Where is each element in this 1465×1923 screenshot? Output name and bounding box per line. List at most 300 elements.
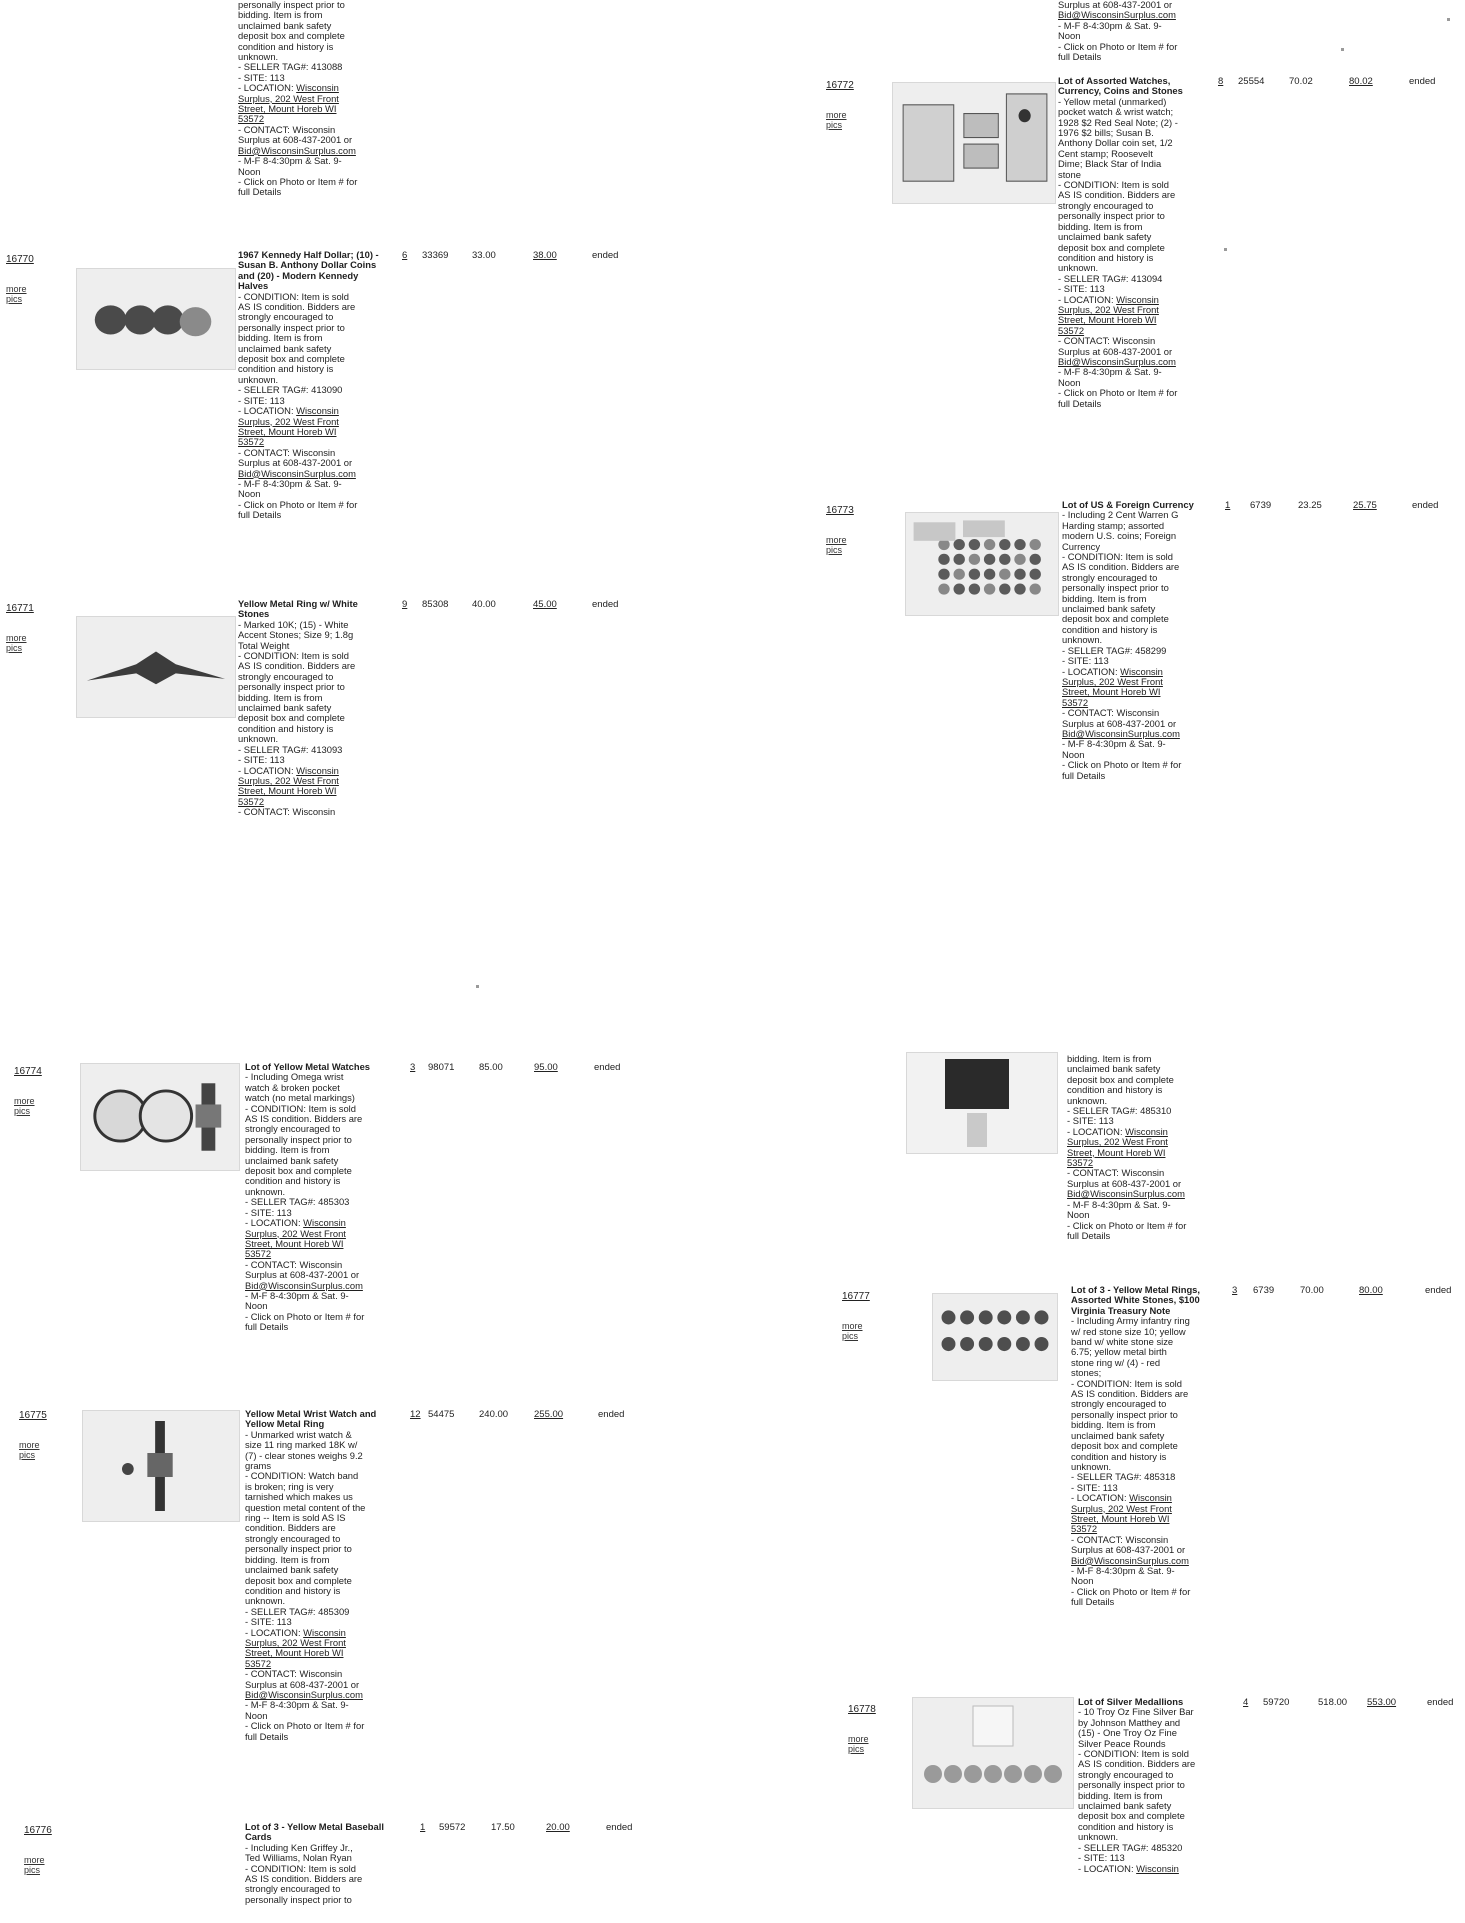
description-line: - CONDITION: Item is sold — [1078, 1748, 1189, 1760]
description-line: Noon — [1058, 376, 1081, 388]
next-bid-amount[interactable]: 25.75 — [1353, 500, 1377, 511]
next-bid-amount[interactable]: 95.00 — [534, 1062, 558, 1073]
description-line: unclaimed bank safety — [1078, 1800, 1172, 1812]
high-bidder-id: 98071 — [428, 1062, 455, 1073]
description-line: full Details — [1058, 397, 1102, 409]
bid-count[interactable]: 4 — [1243, 1697, 1249, 1708]
next-bid-amount[interactable]: 553.00 — [1367, 1697, 1397, 1708]
item-description — [1062, 500, 1214, 781]
description-line: unclaimed bank safety — [245, 1564, 339, 1576]
description-line: condition and history is — [238, 363, 334, 375]
lot-number-link[interactable]: 16771 — [6, 603, 34, 614]
description-line: Noon — [238, 165, 261, 177]
description-line: watch (no metal markings) — [245, 1092, 355, 1104]
description-line: Silver Peace Rounds — [1078, 1737, 1166, 1749]
auction-status: ended — [594, 1062, 621, 1073]
bid-count[interactable]: 3 — [1232, 1285, 1238, 1296]
item-photo-graphic — [893, 83, 1055, 203]
description-line: unknown. — [1071, 1460, 1112, 1472]
description-line[interactable]: Street, Mount Horeb WI — [245, 1237, 344, 1249]
description-line: strongly encouraged to — [245, 1123, 341, 1135]
high-bidder-id: 85308 — [422, 599, 449, 610]
description-line: - M-F 8-4:30pm & Sat. 9- — [245, 1289, 349, 1301]
description-line: full Details — [245, 1321, 289, 1333]
lot-number-link[interactable]: 16777 — [842, 1291, 870, 1302]
description-line: - Click on Photo or Item # for — [1071, 1585, 1191, 1597]
description-line: question metal content of the — [245, 1501, 366, 1513]
description-line: - Including Omega wrist — [245, 1071, 344, 1083]
item-title[interactable]: Yellow Metal Wrist Watch and Yellow Metal Ring — [245, 1408, 377, 1430]
description-line: bidding. Item is from — [245, 1553, 330, 1565]
description-line: unclaimed bank safety — [1058, 231, 1152, 243]
auction-status: ended — [592, 250, 619, 261]
next-bid-amount[interactable]: 80.00 — [1359, 1285, 1383, 1296]
description-line: Surplus at 608-437-2001 or — [1067, 1177, 1182, 1189]
more-pics-link[interactable]: more pics — [826, 110, 847, 130]
description-line: AS IS condition. Bidders are — [245, 1113, 363, 1125]
description-line: condition and history is — [1078, 1820, 1174, 1832]
description-line: unknown. — [1067, 1094, 1108, 1106]
next-bid-amount[interactable]: 45.00 — [533, 599, 557, 610]
description-line: Ted Williams, Nolan Ryan — [245, 1852, 352, 1864]
description-line[interactable]: Street, Mount Horeb WI — [1062, 686, 1161, 698]
description-line: unclaimed bank safety — [1062, 603, 1156, 615]
item-description — [1058, 76, 1210, 409]
description-line: personally inspect prior to — [245, 1543, 352, 1555]
description-line: bidding. Item is from — [1067, 1053, 1152, 1064]
description-line: personally inspect prior to — [238, 0, 345, 10]
description-line: - CONDITION: Item is sold — [245, 1862, 356, 1874]
auction-status: ended — [606, 1822, 633, 1833]
item-description — [245, 1409, 397, 1742]
description-line[interactable]: Street, Mount Horeb WI — [238, 785, 337, 797]
description-line: - SELLER TAG#: 413088 — [238, 61, 343, 73]
item-description — [245, 1822, 397, 1905]
description-line: - CONDITION: Item is sold — [238, 290, 349, 302]
description-line: - SITE: 113 — [1078, 1852, 1125, 1864]
description-line: - SELLER TAG#: 485320 — [1078, 1841, 1183, 1853]
item-title[interactable]: Yellow Metal Ring w/ White Stones — [238, 598, 358, 620]
description-line: band w/ white stone size — [1071, 1336, 1174, 1348]
description-line: Total Weight — [238, 639, 290, 651]
description-line: - SELLER TAG#: 458299 — [1062, 644, 1167, 656]
high-bidder-id: 59572 — [439, 1822, 466, 1833]
description-line[interactable]: 53572 — [238, 113, 265, 125]
description-line: - CONTACT: Wisconsin — [245, 1258, 343, 1270]
description-line: (15) - One Troy Oz Fine — [1078, 1727, 1177, 1739]
description-line: - CONTACT: Wisconsin — [238, 446, 336, 458]
description-line: - SITE: 113 — [1071, 1481, 1118, 1493]
description-line: unknown. — [238, 51, 279, 63]
description-line: deposit box and complete — [1062, 613, 1169, 625]
description-line[interactable]: 53572 — [238, 436, 265, 448]
current-price: 17.50 — [491, 1822, 515, 1833]
description-line: AS IS condition. Bidders are — [245, 1873, 363, 1885]
description-line: stones; — [1071, 1367, 1102, 1379]
current-price: 240.00 — [479, 1409, 509, 1420]
description-line: - SITE: 113 — [238, 394, 285, 406]
description-line: grams — [245, 1460, 272, 1472]
item-description — [1078, 1697, 1230, 1874]
description-line: AS IS condition. Bidders are — [1058, 189, 1176, 201]
description-line: ring -- Item is sold AS IS — [245, 1512, 346, 1524]
next-bid-amount[interactable]: 255.00 — [534, 1409, 564, 1420]
description-line: - Click on Photo or Item # for — [238, 175, 358, 187]
description-line: unclaimed bank safety — [1071, 1429, 1165, 1441]
description-line: Surplus at 608-437-2001 or — [1062, 717, 1177, 729]
location-line[interactable]: - LOCATION: Wisconsin — [245, 1626, 346, 1638]
description-line[interactable]: 53572 — [1058, 324, 1085, 336]
more-pics-link[interactable]: more pics — [24, 1855, 45, 1875]
more-pics-link[interactable]: more pics — [6, 633, 27, 653]
description-line: Dime; Black Star of India — [1058, 158, 1162, 170]
item-title[interactable]: Lot of US & Foreign Currency — [1062, 499, 1194, 510]
location-line[interactable]: - LOCATION: Wisconsin — [1071, 1492, 1172, 1504]
description-line: unknown. — [245, 1595, 286, 1607]
description-line[interactable]: Bid@WisconsinSurplus.com — [245, 1279, 363, 1291]
description-line: AS IS condition. Bidders are — [1078, 1758, 1196, 1770]
item-description — [1071, 1285, 1223, 1608]
description-line: unclaimed bank safety — [238, 342, 332, 354]
high-bidder-id: 59720 — [1263, 1697, 1290, 1708]
item-photo-graphic — [906, 513, 1058, 615]
description-line: AS IS condition. Bidders are — [1071, 1388, 1189, 1400]
bid-count[interactable]: 1 — [420, 1822, 426, 1833]
description-line: pocket watch & wrist watch; — [1058, 106, 1174, 118]
description-line: Surplus at 608-437-2001 or — [245, 1678, 360, 1690]
description-line[interactable]: Bid@WisconsinSurplus.com — [238, 144, 356, 156]
description-line: - CONTACT: Wisconsin — [1062, 707, 1160, 719]
description-line: Anthony Dollar coin set, 1/2 — [1058, 137, 1173, 149]
description-line: - M-F 8-4:30pm & Sat. 9- — [238, 477, 342, 489]
bid-count[interactable]: 9 — [402, 599, 408, 610]
item-photo-graphic — [913, 1698, 1073, 1808]
item-title[interactable]: Lot of Yellow Metal Watches — [245, 1061, 371, 1072]
item-photo[interactable] — [76, 268, 236, 370]
item-description — [238, 599, 390, 818]
description-line: full Details — [238, 186, 282, 198]
description-line: - Click on Photo or Item # for — [1067, 1219, 1187, 1231]
description-line: deposit box and complete — [1067, 1073, 1174, 1085]
description-line[interactable]: Bid@WisconsinSurplus.com — [1067, 1188, 1185, 1200]
location-line[interactable]: - LOCATION: Wisconsin — [1078, 1862, 1179, 1874]
description-line: strongly encouraged to — [245, 1883, 341, 1895]
description-line[interactable]: Street, Mount Horeb WI — [1058, 314, 1157, 326]
description-line: unknown. — [1078, 1831, 1119, 1843]
description-line[interactable]: Surplus, 202 West Front — [238, 774, 339, 786]
description-line[interactable]: Surplus, 202 West Front — [238, 415, 339, 427]
description-line: AS IS condition. Bidders are — [238, 301, 356, 313]
description-line[interactable]: 53572 — [1067, 1157, 1094, 1169]
description-line: deposit box and complete — [238, 353, 345, 365]
description-line: condition and history is — [238, 40, 334, 52]
description-line: watch & broken pocket — [245, 1081, 340, 1093]
more-pics-link[interactable]: more pics — [826, 535, 847, 555]
description-line[interactable]: Surplus, 202 West Front — [1058, 303, 1159, 315]
description-line: personally inspect prior to — [1062, 582, 1169, 594]
description-line: - Click on Photo or Item # for — [1058, 387, 1178, 399]
description-line: - M-F 8-4:30pm & Sat. 9- — [245, 1699, 349, 1711]
description-line: size 11 ring marked 18K w/ — [245, 1439, 358, 1451]
description-line[interactable]: Surplus, 202 West Front — [245, 1227, 346, 1239]
item-title[interactable]: 1967 Kennedy Half Dollar; (10) - Susan B. Anthony Dollar Coins and (20) - Modern Kennedy Halves — [238, 249, 379, 292]
bid-count[interactable]: 1 — [1225, 500, 1231, 511]
more-pics-link[interactable]: more pics — [842, 1321, 863, 1341]
description-line: Accent Stones; Size 9; 1.8g — [238, 629, 354, 641]
current-price: 70.00 — [1300, 1285, 1324, 1296]
description-line: - SITE: 113 — [1058, 283, 1105, 295]
description-line: AS IS condition. Bidders are — [1062, 561, 1180, 573]
description-line: - M-F 8-4:30pm & Sat. 9- — [1058, 19, 1162, 31]
description-line[interactable]: 53572 — [245, 1657, 272, 1669]
lot-number-link[interactable]: 16770 — [6, 254, 34, 265]
next-bid-amount[interactable]: 38.00 — [533, 250, 557, 261]
description-line: deposit box and complete — [245, 1165, 352, 1177]
description-line: - SITE: 113 — [238, 754, 285, 766]
description-line: condition and history is — [245, 1175, 341, 1187]
description-line: - SITE: 113 — [245, 1206, 292, 1218]
description-line[interactable]: Surplus, 202 West Front — [1062, 675, 1163, 687]
description-line: deposit box and complete — [238, 712, 345, 724]
more-pics-link[interactable]: more pics — [19, 1440, 40, 1460]
description-line: by Johnson Matthey and — [1078, 1716, 1181, 1728]
description-line[interactable]: Bid@WisconsinSurplus.com — [238, 467, 356, 479]
description-line: personally inspect prior to — [238, 321, 345, 333]
description-line: w/ red stone size 10; yellow — [1071, 1325, 1186, 1337]
description-line: bidding. Item is from — [245, 1144, 330, 1156]
description-line[interactable]: Street, Mount Horeb WI — [238, 425, 337, 437]
scan-speck — [1341, 48, 1344, 51]
next-bid-amount[interactable]: 20.00 — [546, 1822, 570, 1833]
description-line: - M-F 8-4:30pm & Sat. 9- — [1058, 366, 1162, 378]
description-line: condition and history is — [1071, 1450, 1167, 1462]
description-line: personally inspect prior to — [245, 1133, 352, 1145]
description-line[interactable]: 53572 — [238, 795, 265, 807]
high-bidder-id: 6739 — [1253, 1285, 1275, 1296]
item-photo-prev-graphic — [907, 1053, 1057, 1153]
description-line: - M-F 8-4:30pm & Sat. 9- — [1071, 1564, 1175, 1576]
description-line: strongly encouraged to — [238, 311, 334, 323]
bid-count[interactable]: 3 — [410, 1062, 416, 1073]
description-line: Surplus at 608-437-2001 or — [1058, 345, 1173, 357]
current-price: 85.00 — [479, 1062, 503, 1073]
high-bidder-id: 25554 — [1238, 76, 1265, 87]
description-line[interactable]: Street, Mount Horeb WI — [1067, 1146, 1166, 1158]
description-line: - 10 Troy Oz Fine Silver Bar — [1078, 1706, 1194, 1718]
description-line: strongly encouraged to — [1078, 1768, 1174, 1780]
more-pics-link[interactable]: more pics — [6, 284, 27, 304]
location-line[interactable]: - LOCATION: Wisconsin — [1067, 1125, 1168, 1137]
description-line[interactable]: Bid@WisconsinSurplus.com — [1058, 355, 1176, 367]
description-line: full Details — [238, 509, 282, 521]
description-line: - CONDITION: Item is sold — [245, 1102, 356, 1114]
bid-count[interactable]: 6 — [402, 250, 408, 261]
location-line[interactable]: - LOCATION: Wisconsin — [238, 764, 339, 776]
description-line: personally inspect prior to — [1058, 210, 1165, 222]
lot-number-link[interactable]: 16775 — [19, 1410, 47, 1421]
continuation-text-a — [238, 0, 388, 198]
item-title[interactable]: Lot of Assorted Watches, Currency, Coins and Stones — [1058, 75, 1183, 97]
description-line: unknown. — [245, 1185, 286, 1197]
description-line: modern U.S. coins; Foreign — [1062, 530, 1177, 542]
description-line: stone — [1058, 168, 1081, 180]
description-line: unclaimed bank safety — [238, 19, 332, 31]
location-line[interactable]: - LOCATION: Wisconsin — [238, 405, 339, 417]
description-line[interactable]: Bid@WisconsinSurplus.com — [245, 1688, 363, 1700]
description-line[interactable]: Street, Mount Horeb WI — [1071, 1512, 1170, 1524]
description-line: Noon — [238, 488, 261, 500]
description-line: - CONTACT: Wisconsin — [1058, 335, 1156, 347]
bid-count[interactable]: 12 — [410, 1409, 421, 1420]
item-photo[interactable] — [932, 1293, 1058, 1381]
description-line[interactable]: 53572 — [1071, 1523, 1098, 1535]
current-price: 70.02 — [1289, 76, 1313, 87]
more-pics-link[interactable]: more pics — [848, 1734, 869, 1754]
next-bid-amount[interactable]: 80.02 — [1349, 76, 1373, 87]
description-line: - CONTACT: Wisconsin — [1067, 1167, 1165, 1179]
scan-speck — [1447, 18, 1450, 21]
description-line: (7) - clear stones weighs 9.2 — [245, 1449, 363, 1461]
item-title[interactable]: Lot of 3 - Yellow Metal Rings, Assorted White Stones, $100 Virginia Treasury Note — [1071, 1284, 1201, 1316]
description-line[interactable]: Bid@WisconsinSurplus.com — [1071, 1554, 1189, 1566]
item-photo[interactable] — [76, 616, 236, 718]
current-price: 40.00 — [472, 599, 496, 610]
bid-count[interactable]: 8 — [1218, 76, 1224, 87]
location-line[interactable]: - LOCATION: Wisconsin — [238, 82, 339, 94]
description-line: full Details — [1062, 769, 1106, 781]
description-line: strongly encouraged to — [238, 670, 334, 682]
description-line: 1976 $2 bills; Susan B. — [1058, 127, 1154, 139]
item-photo[interactable] — [905, 512, 1059, 616]
description-line: Surplus at 608-437-2001 or — [1071, 1544, 1186, 1556]
more-pics-link[interactable]: more pics — [14, 1096, 35, 1116]
description-line: deposit box and complete — [1071, 1440, 1178, 1452]
description-line: condition and history is — [238, 722, 334, 734]
description-line: - Including 2 Cent Warren G — [1062, 509, 1179, 521]
auction-status: ended — [1409, 76, 1436, 87]
description-line: personally inspect prior to — [238, 681, 345, 693]
description-line: condition and history is — [1058, 251, 1154, 263]
description-line: Surplus at 608-437-2001 or — [238, 134, 353, 146]
item-photo[interactable] — [82, 1410, 240, 1522]
description-line: - Unmarked wrist watch & — [245, 1428, 352, 1440]
description-line: - Marked 10K; (15) - White — [238, 618, 349, 630]
item-title[interactable]: Lot of 3 - Yellow Metal Baseball Cards — [245, 1821, 384, 1843]
description-line: Noon — [1067, 1209, 1090, 1221]
current-price: 23.25 — [1298, 500, 1322, 511]
description-line: full Details — [1067, 1229, 1111, 1241]
description-line[interactable]: Surplus, 202 West Front — [238, 92, 339, 104]
description-line[interactable]: Surplus, 202 West Front — [1067, 1136, 1168, 1148]
description-line: unknown. — [238, 373, 279, 385]
description-line: condition and history is — [1067, 1084, 1163, 1096]
description-line: - Click on Photo or Item # for — [238, 498, 358, 510]
description-line[interactable]: Bid@WisconsinSurplus.com — [1062, 727, 1180, 739]
item-photo-prev[interactable] — [906, 1052, 1058, 1154]
description-line: - CONTACT: Wisconsin — [238, 806, 336, 818]
lot-number-link[interactable]: 16776 — [24, 1825, 52, 1836]
auction-status: ended — [598, 1409, 625, 1420]
location-line[interactable]: - LOCATION: Wisconsin — [1062, 665, 1163, 677]
description-line[interactable]: Bid@WisconsinSurplus.com — [1058, 9, 1176, 21]
description-line: - SELLER TAG#: 485303 — [245, 1196, 350, 1208]
description-line: strongly encouraged to — [1058, 199, 1154, 211]
description-line: deposit box and complete — [245, 1574, 352, 1586]
description-line: Noon — [1058, 30, 1081, 42]
description-line: - CONDITION: Watch band — [245, 1470, 359, 1482]
description-line[interactable]: 53572 — [245, 1248, 272, 1260]
item-photo[interactable] — [80, 1063, 240, 1171]
location-line[interactable]: - LOCATION: Wisconsin — [245, 1217, 346, 1229]
description-line: - SELLER TAG#: 413090 — [238, 384, 343, 396]
item-photo-graphic — [933, 1294, 1057, 1380]
description-line: 1928 $2 Red Seal Note; (2) - — [1058, 116, 1178, 128]
item-photo[interactable] — [912, 1697, 1074, 1809]
description-line: condition and history is — [245, 1584, 341, 1596]
description-line: Harding stamp; assorted — [1062, 519, 1165, 531]
description-line[interactable]: Surplus, 202 West Front — [1071, 1502, 1172, 1514]
description-line: - M-F 8-4:30pm & Sat. 9- — [1062, 738, 1166, 750]
description-line: - SITE: 113 — [1067, 1115, 1114, 1127]
high-bidder-id: 33369 — [422, 250, 449, 261]
lot-number-link[interactable]: 16772 — [826, 80, 854, 91]
description-line[interactable]: Street, Mount Horeb WI — [238, 103, 337, 115]
description-line: - CONDITION: Item is sold — [1062, 551, 1173, 563]
description-line: - CONTACT: Wisconsin — [238, 123, 336, 135]
lot-number-link[interactable]: 16774 — [14, 1066, 42, 1077]
description-line: unknown. — [1062, 634, 1103, 646]
description-line[interactable]: Surplus, 202 West Front — [245, 1636, 346, 1648]
description-line[interactable]: Street, Mount Horeb WI — [245, 1647, 344, 1659]
item-description — [238, 250, 390, 521]
description-line: - SITE: 113 — [1062, 655, 1109, 667]
description-line: bidding. Item is from — [238, 9, 323, 21]
description-line: personally inspect prior to — [1071, 1408, 1178, 1420]
item-photo-graphic — [77, 617, 235, 717]
description-line: Noon — [1062, 748, 1085, 760]
auction-status: ended — [1425, 1285, 1452, 1296]
description-line: deposit box and complete — [1078, 1810, 1185, 1822]
description-line: strongly encouraged to — [245, 1532, 341, 1544]
description-line: - SITE: 113 — [245, 1616, 292, 1628]
description-line: - SELLER TAG#: 413094 — [1058, 272, 1163, 284]
description-line: full Details — [1058, 51, 1102, 63]
location-line[interactable]: - LOCATION: Wisconsin — [1058, 293, 1159, 305]
description-line: - Click on Photo or Item # for — [245, 1310, 365, 1322]
description-line: condition and history is — [1062, 623, 1158, 635]
lot-number-link[interactable]: 16778 — [848, 1704, 876, 1715]
description-line: is broken; ring is very — [245, 1480, 334, 1492]
continuation-text-b-top — [1058, 0, 1208, 62]
lot-number-link[interactable]: 16773 — [826, 505, 854, 516]
description-line[interactable]: 53572 — [1062, 696, 1089, 708]
description-line: Noon — [245, 1300, 268, 1312]
description-line: - Yellow metal (unmarked) — [1058, 95, 1167, 107]
description-line: - Click on Photo or Item # for — [245, 1720, 365, 1732]
item-photo[interactable] — [892, 82, 1056, 204]
description-line: unclaimed bank safety — [238, 702, 332, 714]
high-bidder-id: 54475 — [428, 1409, 455, 1420]
item-photo-graphic — [77, 269, 235, 369]
description-line: - CONDITION: Item is sold — [1058, 179, 1169, 191]
description-line: Noon — [245, 1709, 268, 1721]
item-title[interactable]: Lot of Silver Medallions — [1078, 1696, 1184, 1707]
description-line: 6.75; yellow metal birth — [1071, 1346, 1167, 1358]
description-line: full Details — [1071, 1596, 1115, 1608]
description-line: bidding. Item is from — [238, 691, 323, 703]
description-line: - Including Army infantry ring — [1071, 1315, 1190, 1327]
description-line: bidding. Item is from — [1058, 220, 1143, 232]
